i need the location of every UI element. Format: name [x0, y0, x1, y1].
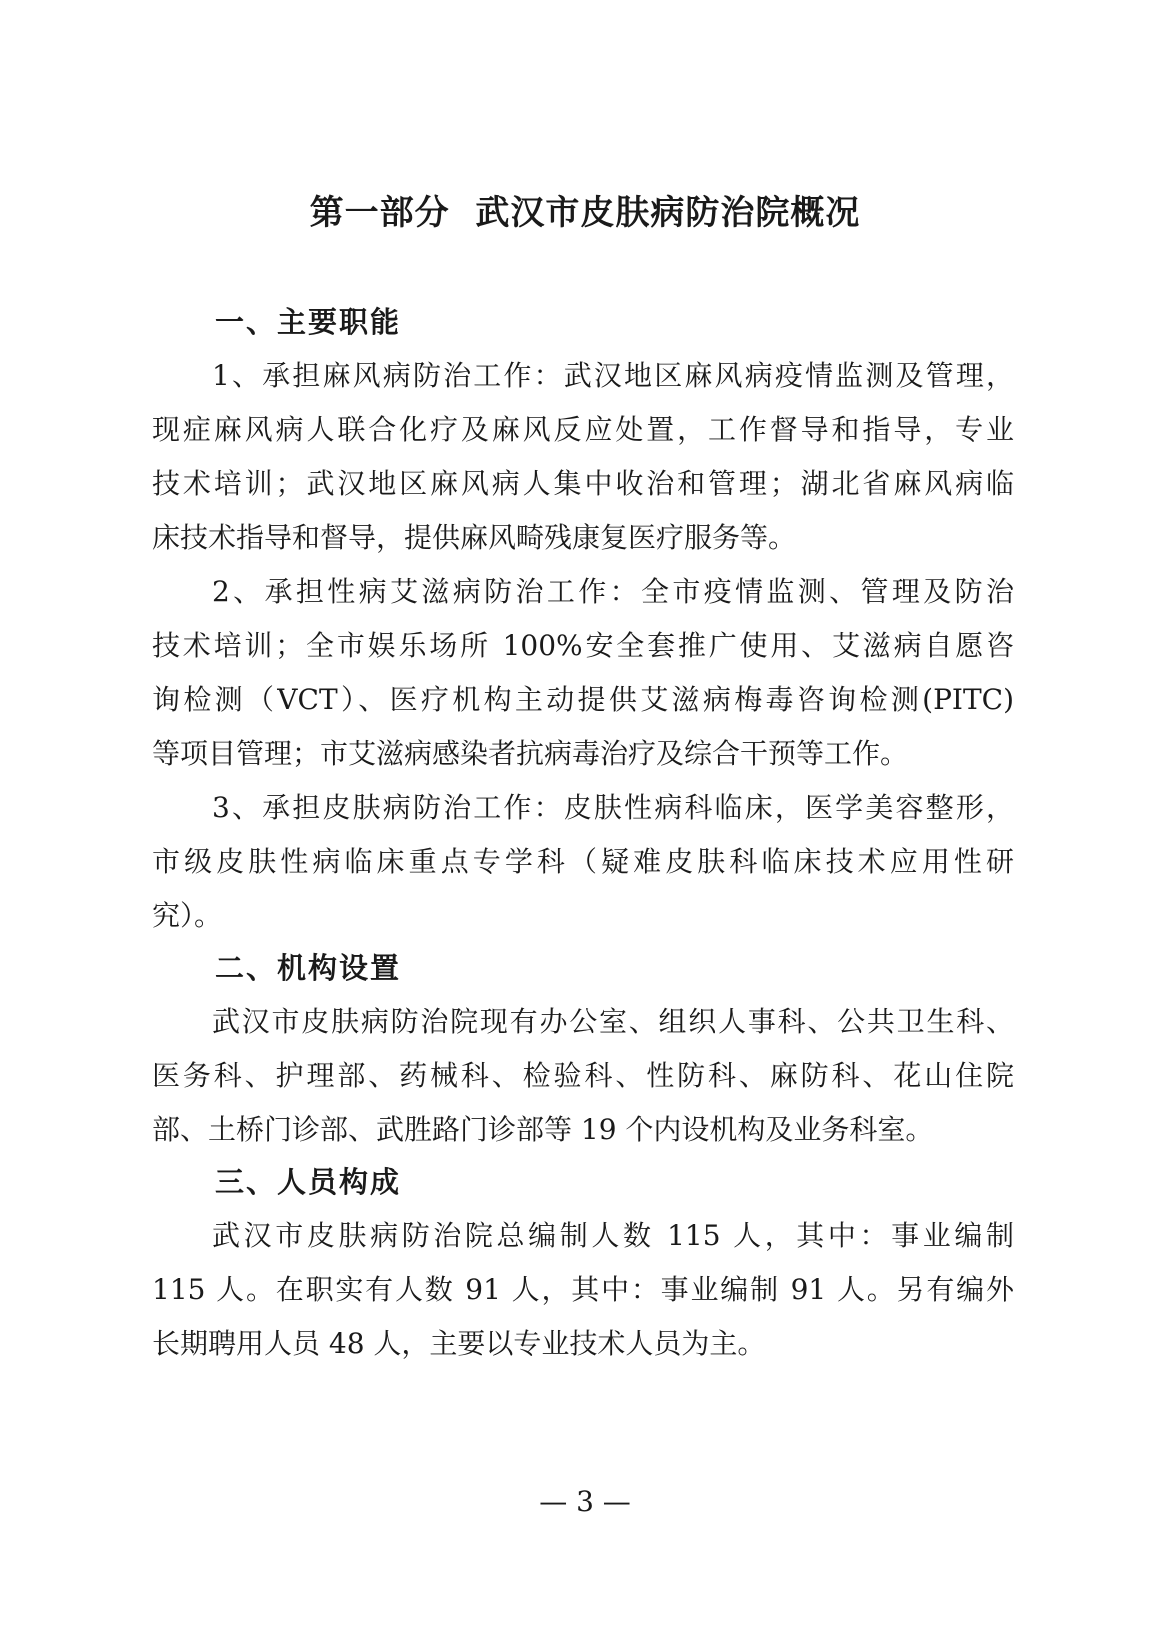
paragraph-line: 115 人。在职实有人数 91 人，其中：事业编制 91 人。另有编外 — [152, 1273, 1014, 1306]
paragraph-line: 技术培训；武汉地区麻风病人集中收治和管理；湖北省麻风病临 — [152, 467, 1014, 500]
paragraph-line: 技术培训；全市娱乐场所 100%安全套推广使用、艾滋病自愿咨 — [152, 629, 1014, 662]
page-number: — 3 — — [539, 1485, 631, 1518]
paragraph-line: 武汉市皮肤病防治院总编制人数 115 人，其中：事业编制 — [212, 1219, 1014, 1252]
section-heading-organization: 二、机构设置 — [215, 951, 402, 985]
paragraph-line: 床技术指导和督导，提供麻风畸残康复医疗服务等。 — [152, 521, 797, 554]
section-heading-main-functions: 一、主要职能 — [215, 305, 402, 339]
paragraph-line: 医务科、护理部、药械科、检验科、性防科、麻防科、花山住院 — [152, 1059, 1014, 1092]
paragraph-line: 究）。 — [152, 899, 223, 932]
paragraph-line: 询检测（VCT）、医疗机构主动提供艾滋病梅毒咨询检测(PITC) — [152, 683, 1014, 716]
page-title: 第一部分 武汉市皮肤病防治院概况 — [309, 193, 861, 233]
section-heading-staffing: 三、人员构成 — [215, 1165, 402, 1199]
paragraph-line: 1、承担麻风病防治工作：武汉地区麻风病疫情监测及管理， — [212, 359, 1014, 392]
paragraph-line: 等项目管理；市艾滋病感染者抗病毒治疗及综合干预等工作。 — [152, 737, 909, 770]
paragraph-line: 市级皮肤性病临床重点专学科（疑难皮肤科临床技术应用性研 — [152, 845, 1014, 878]
paragraph-line: 部、土桥门诊部、武胜路门诊部等 19 个内设机构及业务科室。 — [152, 1113, 934, 1146]
paragraph-line: 3、承担皮肤病防治工作：皮肤性病科临床，医学美容整形， — [212, 791, 1014, 824]
paragraph-line: 现症麻风病人联合化疗及麻风反应处置，工作督导和指导，专业 — [152, 413, 1014, 446]
paragraph-line: 长期聘用人员 48 人，主要以专业技术人员为主。 — [152, 1327, 766, 1360]
paragraph-line: 武汉市皮肤病防治院现有办公室、组织人事科、公共卫生科、 — [212, 1005, 1014, 1038]
paragraph-line: 2、承担性病艾滋病防治工作：全市疫情监测、管理及防治 — [212, 575, 1014, 608]
